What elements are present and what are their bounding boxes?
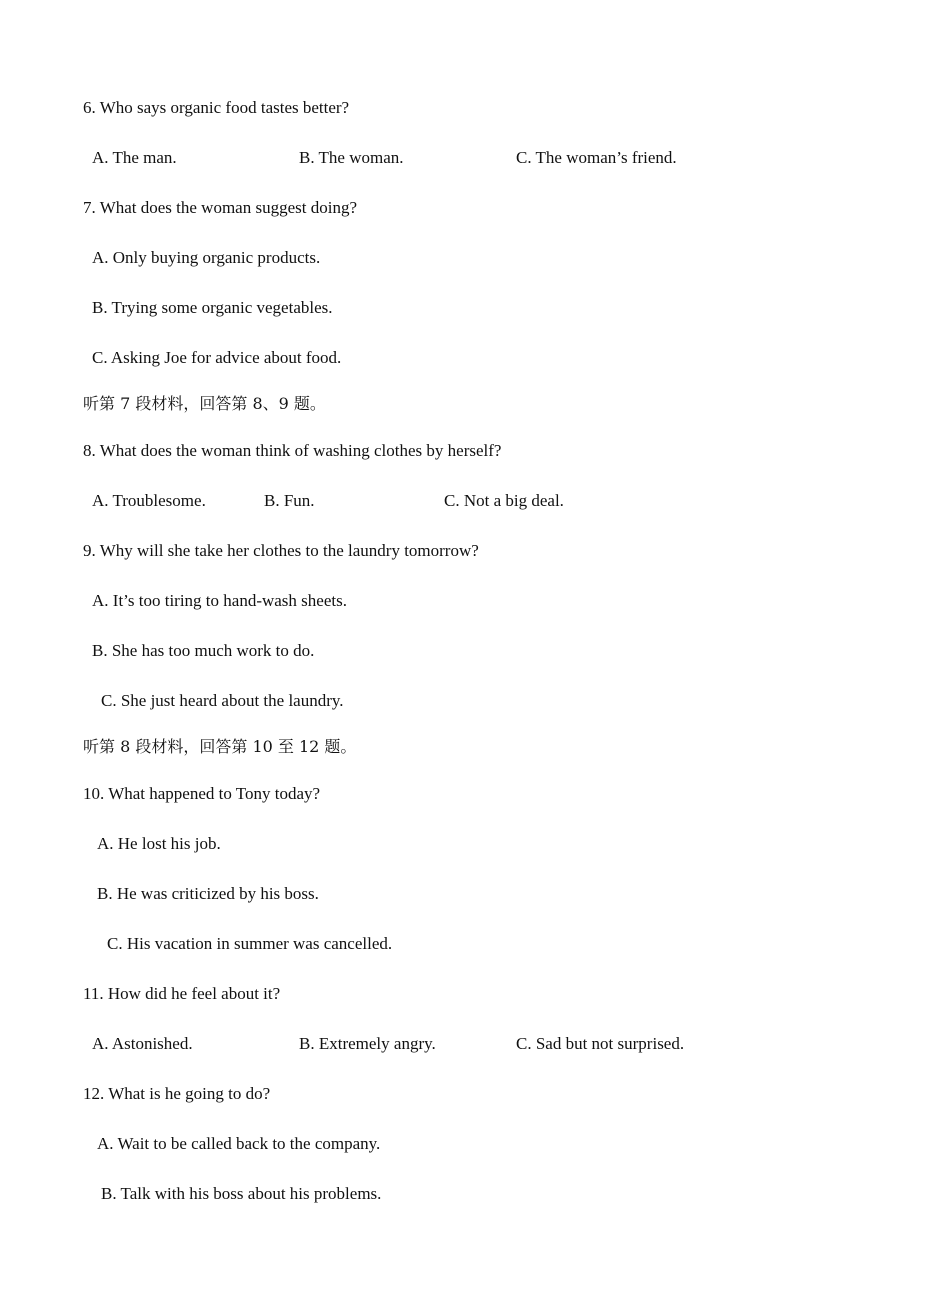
question-8-option-b: B. Fun. [264,491,315,510]
question-6-option-b: B. The woman. [299,148,404,167]
question-9-stem: 9. Why will she take her clothes to the laundry tomorrow? [83,541,479,560]
question-11-option-c: C. Sad but not surprised. [516,1034,685,1053]
question-9-option-a: A. It’s too tiring to hand-wash sheets. [92,591,347,610]
question-11-option-b: B. Extremely angry. [299,1034,436,1053]
question-6-stem: 6. Who says organic food tastes better? [83,98,350,117]
question-10-option-a: A. He lost his job. [97,834,221,853]
question-10-option-c: C. His vacation in summer was cancelled. [107,934,393,953]
question-12-option-a: A. Wait to be called back to the company. [97,1134,381,1153]
question-6-option-c: C. The woman’s friend. [516,148,677,167]
question-7-option-b: B. Trying some organic vegetables. [92,298,333,317]
question-6-option-a: A. The man. [92,148,177,167]
question-7-option-c: C. Asking Joe for advice about food. [92,348,342,367]
question-12-stem: 12. What is he going to do? [83,1084,271,1103]
question-11-stem: 11. How did he feel about it? [83,984,281,1003]
question-8-option-c: C. Not a big deal. [444,491,564,510]
question-10-option-b: B. He was criticized by his boss. [97,884,319,903]
question-9-option-b: B. She has too much work to do. [92,641,315,660]
question-10-stem: 10. What happened to Tony today? [83,784,321,803]
section-7-instruction: 听第 7 段材料，回答第 8、9 题。 [83,394,326,413]
question-8-option-a: A. Troublesome. [92,491,206,510]
question-9-option-c: C. She just heard about the laundry. [101,691,344,710]
question-7-stem: 7. What does the woman suggest doing? [83,198,358,217]
question-12-option-b: B. Talk with his boss about his problems. [101,1184,382,1203]
section-8-instruction: 听第 8 段材料，回答第 10 至 12 题。 [83,737,357,756]
question-7-option-a: A. Only buying organic products. [92,248,321,267]
question-8-stem: 8. What does the woman think of washing clothes by herself? [83,441,502,460]
question-11-option-a: A. Astonished. [92,1034,193,1053]
